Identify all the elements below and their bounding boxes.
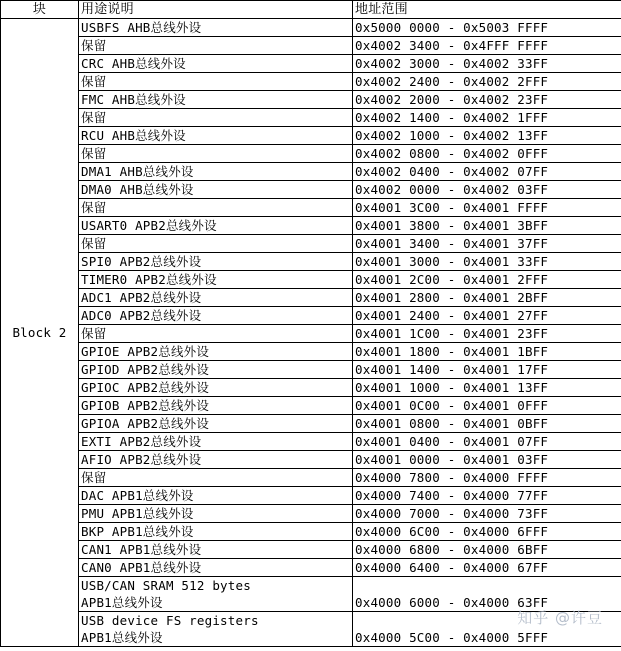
- usage-cell: 保留: [79, 325, 353, 343]
- usage-cell: 保留: [79, 199, 353, 217]
- range-cell: 0x4001 1000 - 0x4001 13FF: [353, 379, 621, 397]
- usage-cell: DMA0 AHB总线外设: [79, 181, 353, 199]
- usage-cell: ADC0 APB2总线外设: [79, 307, 353, 325]
- range-cell: 0x4002 3000 - 0x4002 33FF: [353, 55, 621, 73]
- table-row: [1, 433, 621, 451]
- range-cell: 0x4001 3000 - 0x4001 33FF: [353, 253, 621, 271]
- usage-cell: TIMER0 APB2总线外设: [79, 271, 353, 289]
- range-cell: 0x4002 1000 - 0x4002 13FF: [353, 127, 621, 145]
- usage-line: USB/CAN SRAM 512 bytes: [81, 578, 251, 593]
- range-cell: 0x4002 0400 - 0x4002 07FF: [353, 163, 621, 181]
- table-row: [1, 451, 621, 469]
- usage-cell: USBFS AHB总线外设: [79, 19, 353, 37]
- table-row: [1, 163, 621, 181]
- table-row: [1, 487, 621, 505]
- table-row: [1, 397, 621, 415]
- block-label: Block 2: [1, 19, 79, 647]
- usage-cell: [79, 577, 353, 612]
- usage-cell: EXTI APB2总线外设: [79, 433, 353, 451]
- usage-cell: PMU APB1总线外设: [79, 505, 353, 523]
- table-row: [1, 505, 621, 523]
- table-row: [1, 415, 621, 433]
- usage-cell: CAN0 APB1总线外设: [79, 559, 353, 577]
- usage-cell: GPIOD APB2总线外设: [79, 361, 353, 379]
- table-row: [1, 469, 621, 487]
- table-row: [1, 523, 621, 541]
- range-cell: 0x4002 1400 - 0x4002 1FFF: [353, 109, 621, 127]
- usage-cell: ADC1 APB2总线外设: [79, 289, 353, 307]
- range-cell: 0x4001 1800 - 0x4001 1BFF: [353, 343, 621, 361]
- table-row: [1, 91, 621, 109]
- table-row: [1, 559, 621, 577]
- range-cell: 0x4000 7000 - 0x4000 73FF: [353, 505, 621, 523]
- table-row: [1, 325, 621, 343]
- usage-cell: AFIO APB2总线外设: [79, 451, 353, 469]
- range-cell: 0x4000 6400 - 0x4000 67FF: [353, 559, 621, 577]
- range-cell: 0x4001 0800 - 0x4001 0BFF: [353, 415, 621, 433]
- table-row: [1, 217, 621, 235]
- range-cell: 0x4001 3C00 - 0x4001 FFFF: [353, 199, 621, 217]
- range-cell: 0x4000 5C00 - 0x4000 5FFF: [353, 612, 621, 647]
- usage-cell: GPIOC APB2总线外设: [79, 379, 353, 397]
- range-cell: 0x4001 3800 - 0x4001 3BFF: [353, 217, 621, 235]
- usage-line: APB1总线外设: [81, 595, 163, 610]
- range-cell: 0x5000 0000 - 0x5003 FFFF: [353, 19, 621, 37]
- usage-cell: FMC AHB总线外设: [79, 91, 353, 109]
- range-cell: 0x4002 3400 - 0x4FFF FFFF: [353, 37, 621, 55]
- range-cell: 0x4002 0800 - 0x4002 0FFF: [353, 145, 621, 163]
- table-row: [1, 19, 621, 37]
- range-cell: 0x4001 2800 - 0x4001 2BFF: [353, 289, 621, 307]
- range-cell: 0x4001 0000 - 0x4001 03FF: [353, 451, 621, 469]
- usage-cell: 保留: [79, 235, 353, 253]
- usage-cell: RCU AHB总线外设: [79, 127, 353, 145]
- usage-cell: 保留: [79, 37, 353, 55]
- table-row: [1, 235, 621, 253]
- range-cell: 0x4001 2400 - 0x4001 27FF: [353, 307, 621, 325]
- table-row: [1, 55, 621, 73]
- range-cell: 0x4002 2400 - 0x4002 2FFF: [353, 73, 621, 91]
- range-cell: 0x4000 7800 - 0x4000 FFFF: [353, 469, 621, 487]
- table-header-row: [1, 1, 621, 19]
- usage-cell: 保留: [79, 469, 353, 487]
- zhihu-watermark: 知乎 @许豆: [517, 609, 603, 627]
- range-cell: 0x4002 0000 - 0x4002 03FF: [353, 181, 621, 199]
- usage-cell: [79, 612, 353, 647]
- usage-line: APB1总线外设: [81, 630, 163, 645]
- table-row: [1, 307, 621, 325]
- table-row: [1, 541, 621, 559]
- usage-cell: 保留: [79, 145, 353, 163]
- range-cell: 0x4000 6C00 - 0x4000 6FFF: [353, 523, 621, 541]
- range-cell: 0x4002 2000 - 0x4002 23FF: [353, 91, 621, 109]
- range-cell: 0x4001 2C00 - 0x4001 2FFF: [353, 271, 621, 289]
- usage-cell: CRC AHB总线外设: [79, 55, 353, 73]
- usage-cell: 保留: [79, 73, 353, 91]
- usage-cell: BKP APB1总线外设: [79, 523, 353, 541]
- table-row: [1, 361, 621, 379]
- table-row: [1, 181, 621, 199]
- range-cell: 0x4000 7400 - 0x4000 77FF: [353, 487, 621, 505]
- table-row: [1, 271, 621, 289]
- usage-cell: CAN1 APB1总线外设: [79, 541, 353, 559]
- range-cell: 0x4001 0C00 - 0x4001 0FFF: [353, 397, 621, 415]
- table-row: [1, 343, 621, 361]
- usage-cell: GPIOB APB2总线外设: [79, 397, 353, 415]
- usage-cell: DAC APB1总线外设: [79, 487, 353, 505]
- range-cell: 0x4000 6800 - 0x4000 6BFF: [353, 541, 621, 559]
- usage-cell: USART0 APB2总线外设: [79, 217, 353, 235]
- range-cell: 0x4000 6000 - 0x4000 63FF: [353, 577, 621, 612]
- usage-cell: SPI0 APB2总线外设: [79, 253, 353, 271]
- range-cell: 0x4001 1C00 - 0x4001 23FF: [353, 325, 621, 343]
- usage-cell: 保留: [79, 109, 353, 127]
- header-block: 块: [1, 1, 79, 19]
- table-row: [1, 73, 621, 91]
- table-row: [1, 145, 621, 163]
- table-row: [1, 37, 621, 55]
- table-row: [1, 127, 621, 145]
- usage-cell: GPIOA APB2总线外设: [79, 415, 353, 433]
- usage-cell: DMA1 AHB总线外设: [79, 163, 353, 181]
- range-cell: 0x4001 1400 - 0x4001 17FF: [353, 361, 621, 379]
- table-row: [1, 109, 621, 127]
- range-cell: 0x4001 0400 - 0x4001 07FF: [353, 433, 621, 451]
- range-cell: 0x4001 3400 - 0x4001 37FF: [353, 235, 621, 253]
- table-row: [1, 289, 621, 307]
- table-row: [1, 253, 621, 271]
- table-row: [1, 379, 621, 397]
- usage-cell: GPIOE APB2总线外设: [79, 343, 353, 361]
- table-row: [1, 199, 621, 217]
- header-range: 地址范围: [353, 1, 621, 19]
- usage-line: USB device FS registers: [81, 613, 259, 628]
- header-usage: 用途说明: [79, 1, 353, 19]
